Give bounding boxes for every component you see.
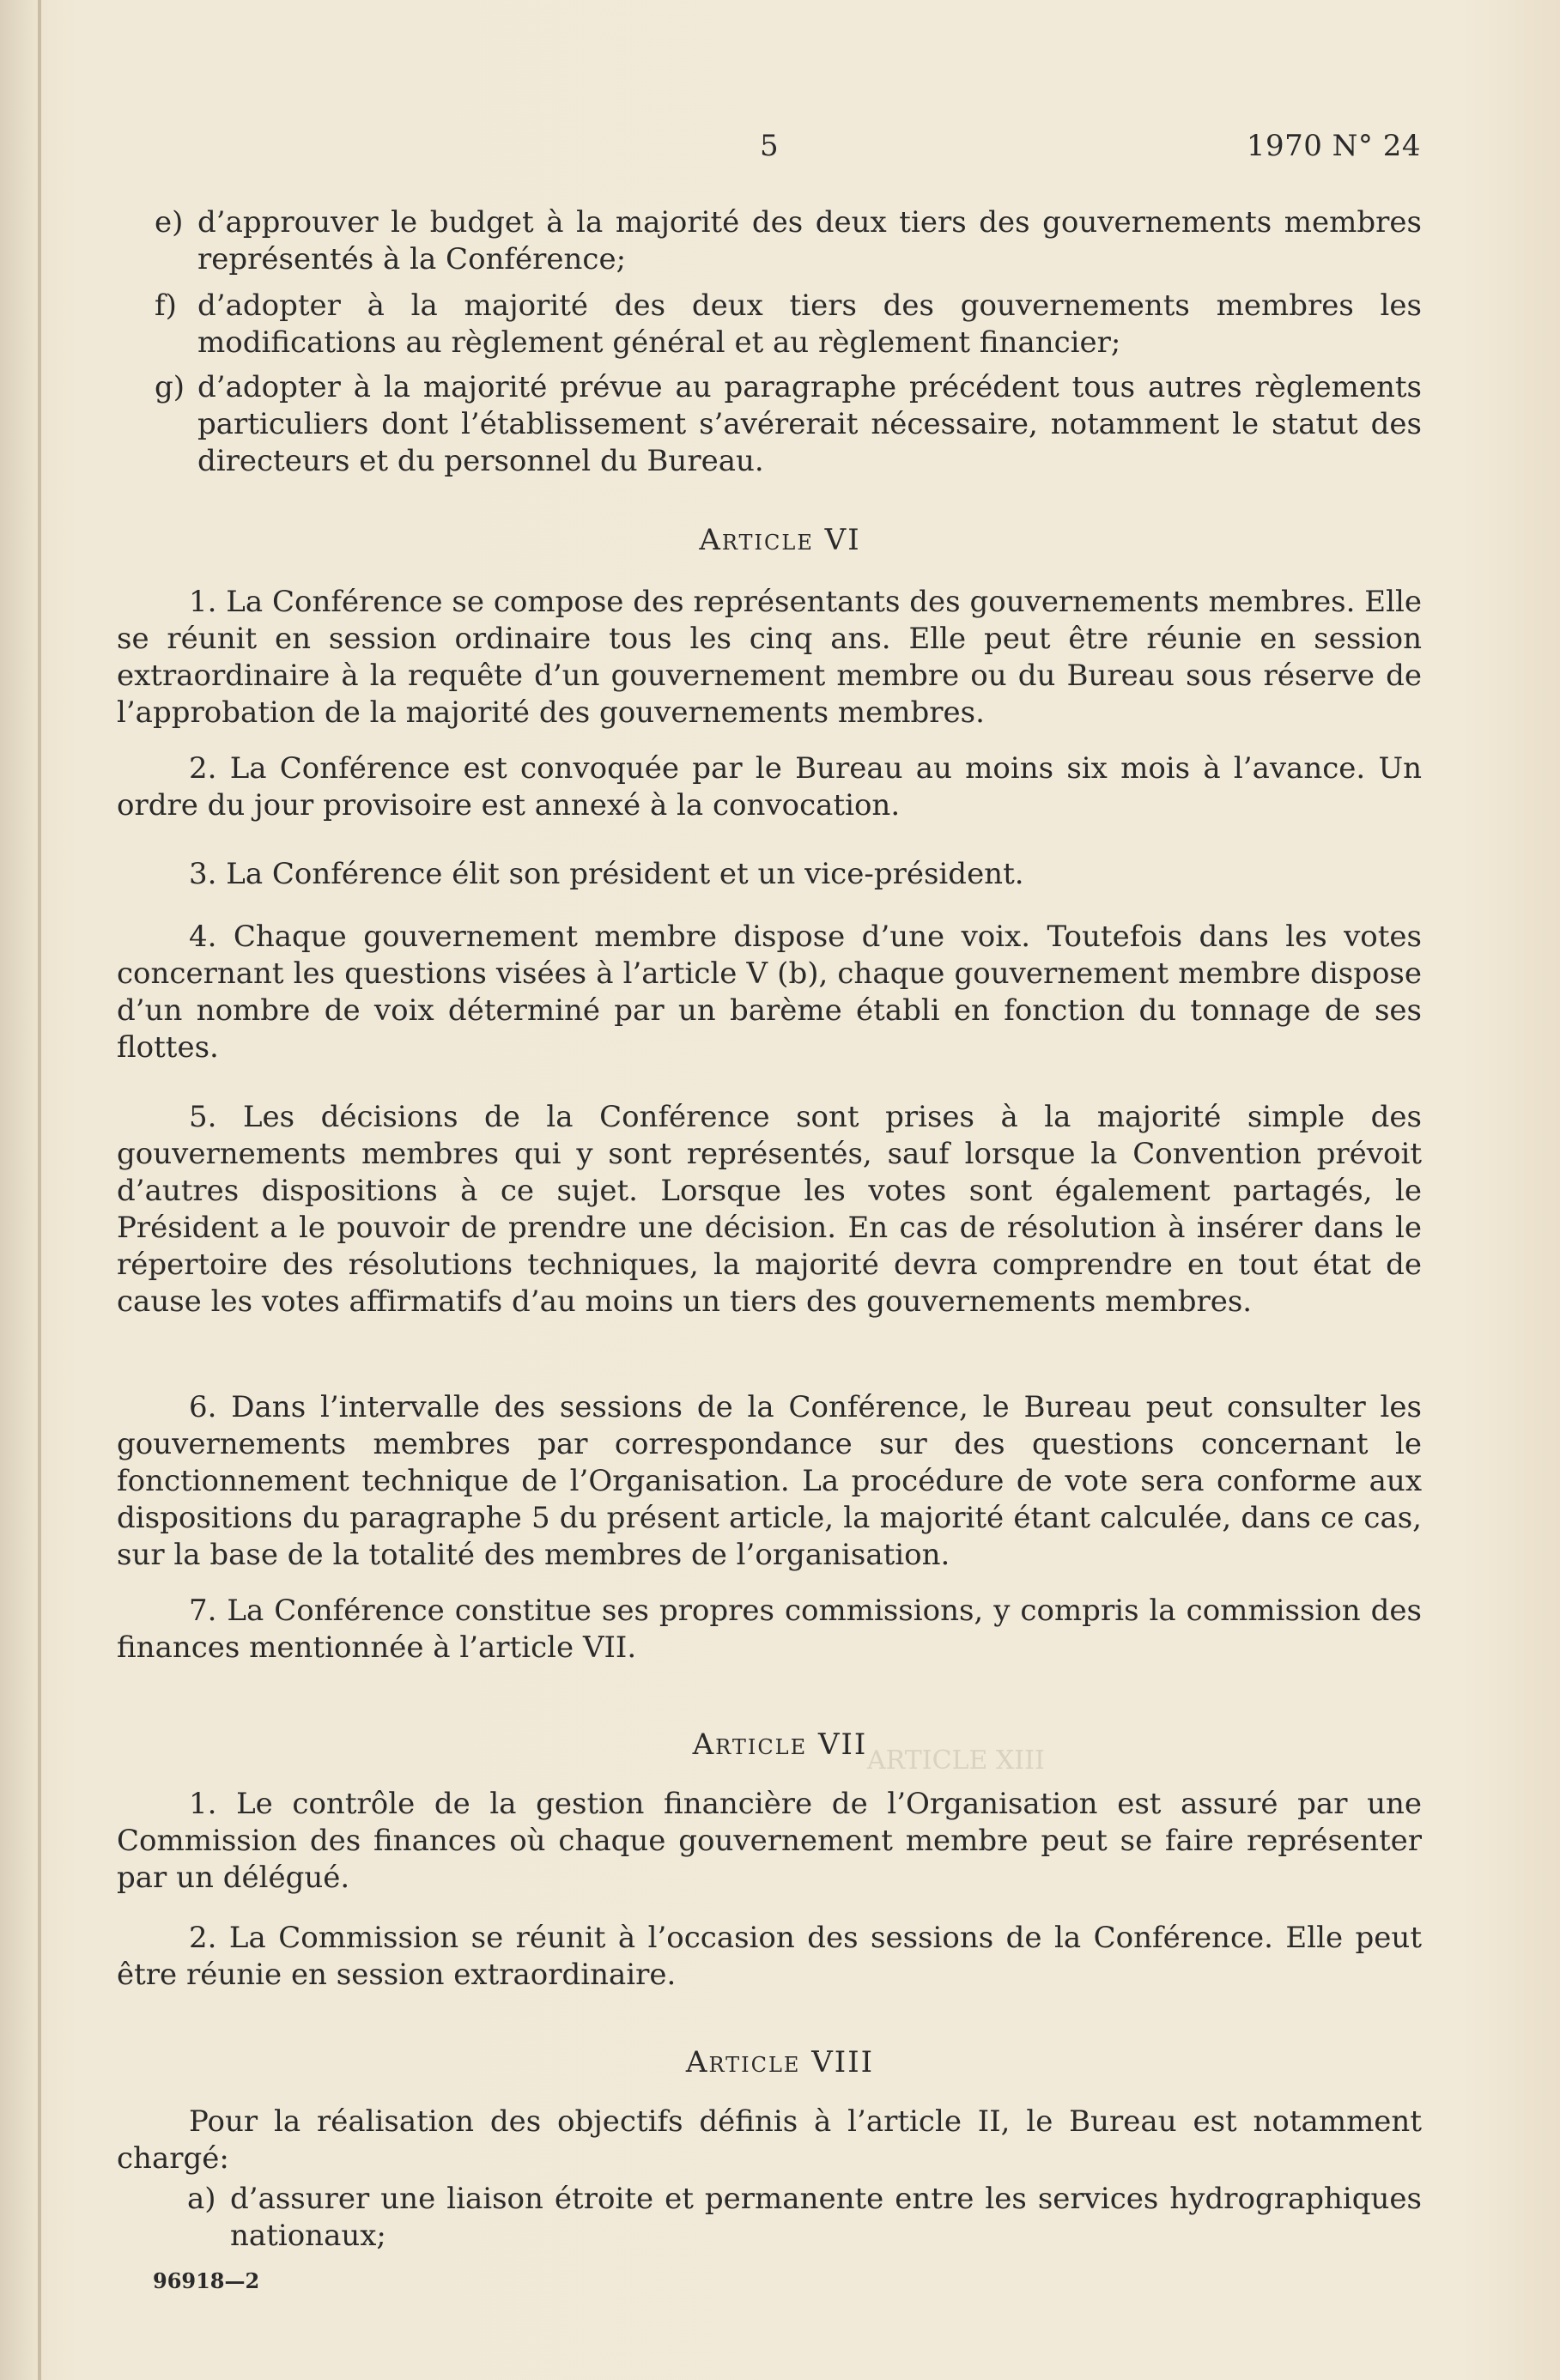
article-heading: Article VII <box>692 1727 868 1762</box>
list-item <box>155 288 1422 361</box>
item-text: d’adopter à la majorité des deux tiers des gouvernements membres les modifications au règlement général et au règlement financier; <box>197 288 1422 360</box>
paragraph: 1. La Conférence se compose des représentants des gouvernements membres. Elle se réunit en session ordinaire tous les cinq ans. Elle peut être réunie en session extraordinaire à la requête d’un gouvernement membre ou du Bureau sous réserve de l’approbation de la majorité des gouvernements membres. <box>117 585 1422 730</box>
paragraph: 2. La Commission se réunit à l’occasion des sessions de la Conférence. Elle peut être réunie en session extraordinaire. <box>117 1921 1422 1992</box>
article-heading: Article VIII <box>685 2045 875 2079</box>
item-marker: g) <box>155 370 185 404</box>
page-header <box>0 129 1560 163</box>
paragraph: Pour la réalisation des objectifs définis à l’article II, le Bureau est notamment chargé: <box>117 2104 1422 2176</box>
list-item <box>155 369 1422 480</box>
paragraph: 2. La Conférence est convoquée par le Bureau au moins six mois à l’avance. Un ordre du jour provisoire est annexé à la convocation. <box>117 751 1422 823</box>
paragraph: 5. Les décisions de la Conférence sont prises à la majorité simple des gouvernements membres qui y sont représentés, sauf lorsque la Convention prévoit d’autres dispositions à ce sujet. Lorsque les votes sont également partagés, le Président a le pouvoir de prendre une décision. En cas de résolution à insérer dans le répertoire des résolutions techniques, la majorité devra comprendre en tout état de cause les votes affirmatifs d’au moins un tiers des gouvernements membres. <box>117 1100 1422 1319</box>
list-item <box>187 2181 1422 2255</box>
article-heading: Article VI <box>699 523 861 557</box>
page-number: 5 <box>760 129 779 163</box>
list-item <box>155 204 1422 278</box>
show-through-text: ARTICLE XIII <box>867 1746 1045 1776</box>
binding-edge <box>38 0 41 2380</box>
paragraph: 6. Dans l’intervalle des sessions de la Conférence, le Bureau peut consulter les gouvernements membres par correspondance sur des questions concernant le fonctionnement technique de l’Organisation. La procédure de vote sera conforme aux dispositions du paragraphe 5 du présent article, la majorité étant calculée, dans ce cas, sur la base de la totalité des membres de l’organisation. <box>117 1390 1422 1572</box>
item-marker: e) <box>155 205 184 240</box>
item-text: d’assurer une liaison étroite et permanente entre les services hydrographiques nationaux; <box>230 2182 1422 2253</box>
document-reference: 1970 N° 24 <box>1246 129 1421 163</box>
item-marker: a) <box>187 2182 216 2216</box>
paragraph: 4. Chaque gouvernement membre dispose d’une voix. Toutefois dans les votes concernant les questions visées à l’article V (b), chaque gouvernement membre dispose d’un nombre de voix déterminé par un barème établi en fonction du tonnage de ses flottes. <box>117 920 1422 1065</box>
item-text: d’adopter à la majorité prévue au paragraphe précédent tous autres règlements particuliers dont l’établissement s’avérerait nécessaire, notamment le statut des directeurs et du personnel du Bureau. <box>197 370 1422 478</box>
paragraph: 3. La Conférence élit son président et un vice-président. <box>189 857 1024 891</box>
item-text: d’approuver le budget à la majorité des deux tiers des gouvernements membres représentés à la Conférence; <box>197 205 1422 276</box>
paragraph: 7. La Conférence constitue ses propres commissions, y compris la commission des finances mentionnée à l’article VII. <box>117 1594 1422 1665</box>
paragraph: 1. Le contrôle de la gestion financière de l’Organisation est assuré par une Commission des finances où chaque gouvernement membre peut se faire représenter par un délégué. <box>117 1787 1422 1895</box>
item-marker: f) <box>155 288 177 323</box>
printer-code: 96918—2 <box>153 2268 260 2293</box>
